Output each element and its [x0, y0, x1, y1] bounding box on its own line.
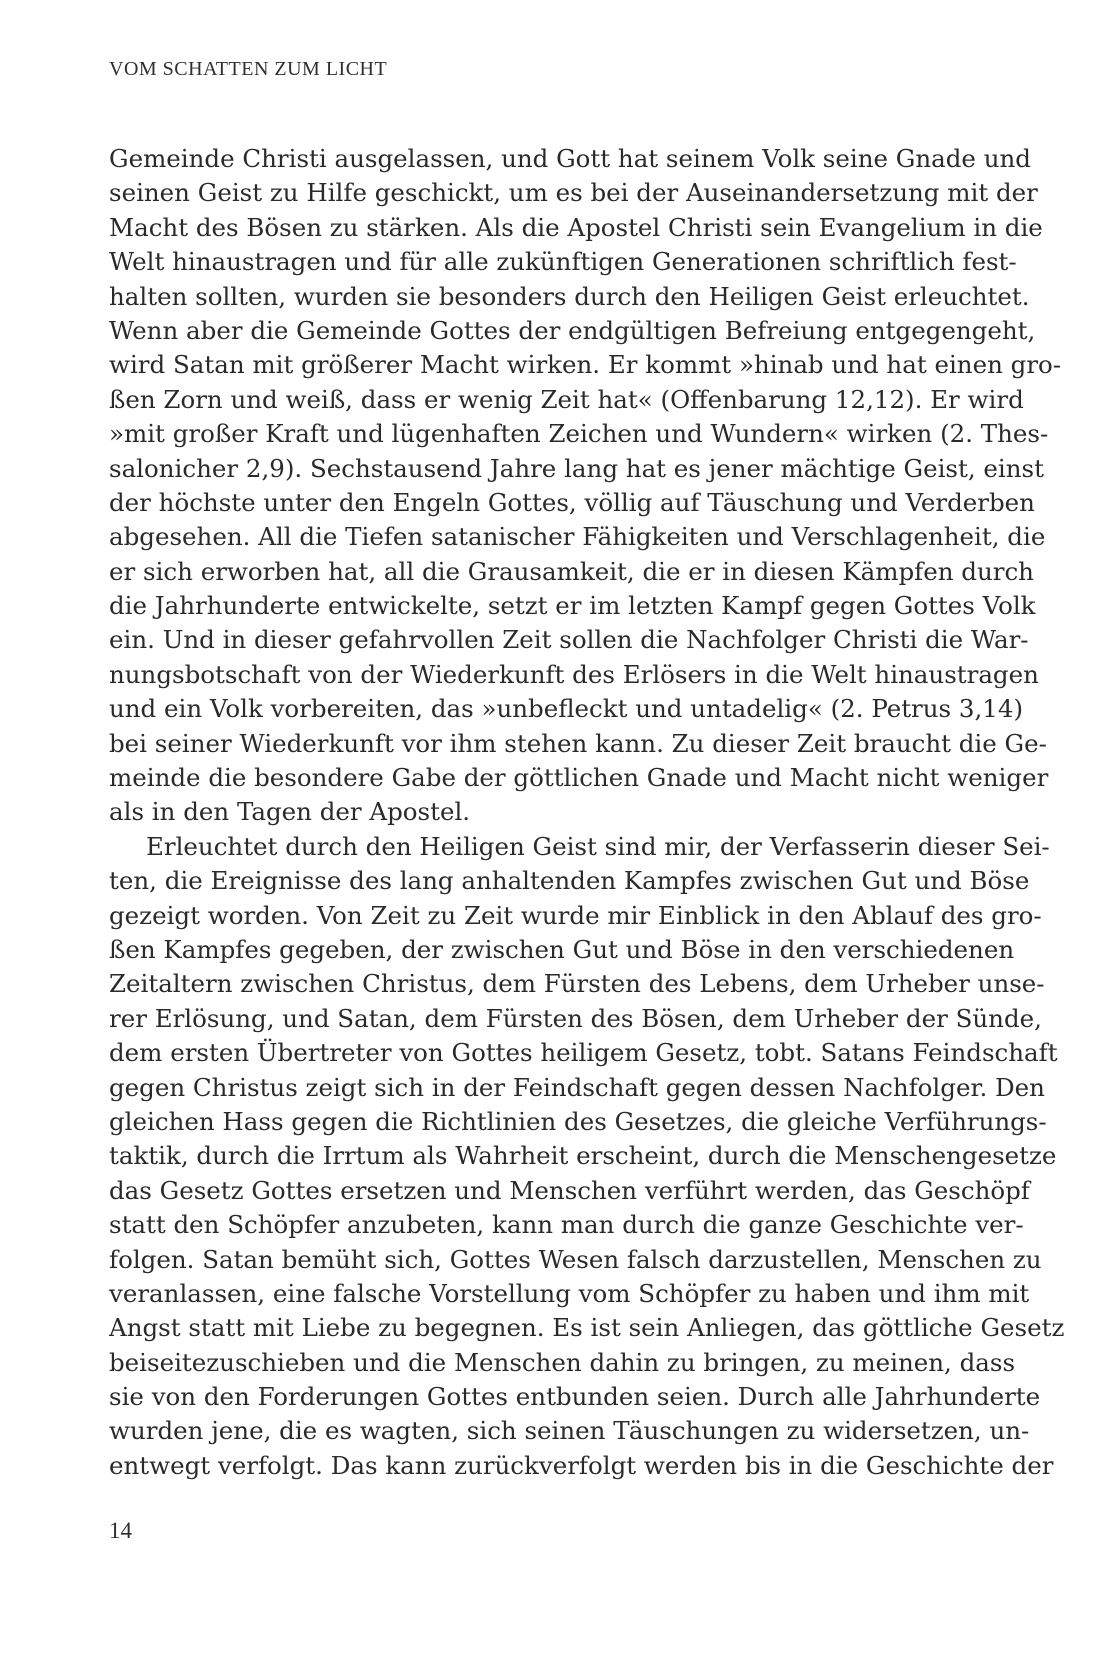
text-line: Gemeinde Christi ausgelassen, und Gott hat seinem Volk seine Gnade und: [109, 144, 1031, 173]
text-line: die Jahrhunderte entwickelte, setzt er im letzten Kampf gegen Gottes Volk: [109, 591, 1036, 621]
text-line: Zeitaltern zwischen Christus, dem Fürsten des Lebens, dem Urheber unse-: [109, 969, 1045, 999]
text-line: das Gesetz Gottes ersetzen und Menschen verführt werden, das Geschöpf: [109, 1175, 1030, 1205]
text-line: Angst statt mit Liebe zu begegnen. Es ist sein Anliegen, das göttliche Gesetz: [109, 1313, 1065, 1343]
text-line: und ein Volk vorbereiten, das »unbefleckt und untadelig« (2. Petrus 3,14): [109, 694, 1024, 724]
text-line: folgen. Satan bemüht sich, Gottes Wesen falsch darzustellen, Menschen zu: [109, 1244, 1042, 1274]
text-line: ßen Zorn und weiß, dass er wenig Zeit hat« (Offenbarung 12,12). Er wird: [109, 384, 1024, 414]
text-line: gegen Christus zeigt sich in der Feindschaft gegen dessen Nachfolger. Den: [109, 1072, 1045, 1102]
text-line: sie von den Forderungen Gottes entbunden seien. Durch alle Jahrhunderte: [109, 1382, 1041, 1412]
text-line: »mit großer Kraft und lügenhaften Zeichen und Wundern« wirken (2. Thes-: [109, 419, 1049, 449]
paragraph: [109, 142, 1062, 830]
text-line: entwegt verfolgt. Das kann zurückverfolgt werden bis in die Geschichte der: [109, 1450, 1054, 1480]
text-line: Welt hinaustragen und für alle zukünftigen Generationen schriftlich fest-: [109, 247, 1017, 277]
text-line: Wenn aber die Gemeinde Gottes der endgültigen Befreiung entgegengeht,: [109, 315, 1036, 345]
text-line: gleichen Hass gegen die Richtlinien des Gesetzes, die gleiche Verführungs-: [109, 1106, 1047, 1136]
page-number: 14: [109, 1518, 132, 1543]
text-line: als in den Tagen der Apostel.: [109, 797, 471, 827]
text-line: halten sollten, wurden sie besonders durch den Heiligen Geist erleuchtet.: [109, 281, 1030, 311]
text-line: wurden jene, die es wagten, sich seinen Täuschungen zu widersetzen, un-: [109, 1416, 1030, 1446]
text-line: gezeigt worden. Von Zeit zu Zeit wurde mir Einblick in den Ablauf des gro-: [109, 900, 1042, 930]
text-line: beiseitezuschieben und die Menschen dahin zu bringen, zu meinen, dass: [109, 1347, 1016, 1377]
text-line: rer Erlösung, und Satan, dem Fürsten des Bösen, dem Urheber der Sünde,: [109, 1003, 1042, 1033]
text-line: dem ersten Übertreter von Gottes heiligem Gesetz, tobt. Satans Feindschaft: [109, 1038, 1058, 1068]
text-line: statt den Schöpfer anzubeten, kann man durch die ganze Geschichte ver-: [109, 1210, 1024, 1240]
text-line: bei seiner Wiederkunft vor ihm stehen kann. Zu dieser Zeit braucht die Ge-: [109, 728, 1047, 758]
text-line: ein. Und in dieser gefahrvollen Zeit sollen die Nachfolger Christi die War-: [109, 625, 1029, 655]
text-line: der höchste unter den Engeln Gottes, völlig auf Täuschung und Verderben: [109, 487, 1035, 517]
text-line: er sich erworben hat, all die Grausamkeit, die er in diesen Kämpfen durch: [109, 556, 1034, 586]
text-line: ßen Kampfes gegeben, der zwischen Gut und Böse in den verschiedenen: [109, 934, 1015, 964]
text-line: wird Satan mit größerer Macht wirken. Er kommt »hinab und hat einen gro-: [109, 350, 1062, 380]
body-text: [109, 142, 1065, 1483]
text-line: seinen Geist zu Hilfe geschickt, um es bei der Auseinandersetzung mit der: [109, 178, 1038, 208]
running-head: VOM SCHATTEN ZUM LICHT: [109, 58, 388, 80]
text-line: Erleuchtet durch den Heiligen Geist sind mir, der Verfasserin dieser Sei-: [146, 831, 1050, 861]
text-line: abgesehen. All die Tiefen satanischer Fähigkeiten und Verschlagenheit, die: [109, 522, 1046, 552]
text-line: ten, die Ereignisse des lang anhaltenden Kampfes zwischen Gut und Böse: [109, 866, 1030, 896]
text-line: taktik, durch die Irrtum als Wahrheit erscheint, durch die Menschengesetze: [109, 1141, 1057, 1171]
text-line: meinde die besondere Gabe der göttlichen Gnade und Macht nicht weniger: [109, 763, 1049, 793]
paragraph: [109, 830, 1065, 1483]
text-line: salonicher 2,9). Sechstausend Jahre lang hat es jener mächtige Geist, einst: [109, 453, 1044, 483]
text-line: nungsbotschaft von der Wiederkunft des Erlösers in die Welt hinaustragen: [109, 659, 1039, 689]
text-line: Macht des Bösen zu stärken. Als die Apostel Christi sein Evangelium in die: [109, 212, 1043, 242]
text-line: veranlassen, eine falsche Vorstellung vom Schöpfer zu haben und ihm mit: [109, 1278, 1030, 1308]
